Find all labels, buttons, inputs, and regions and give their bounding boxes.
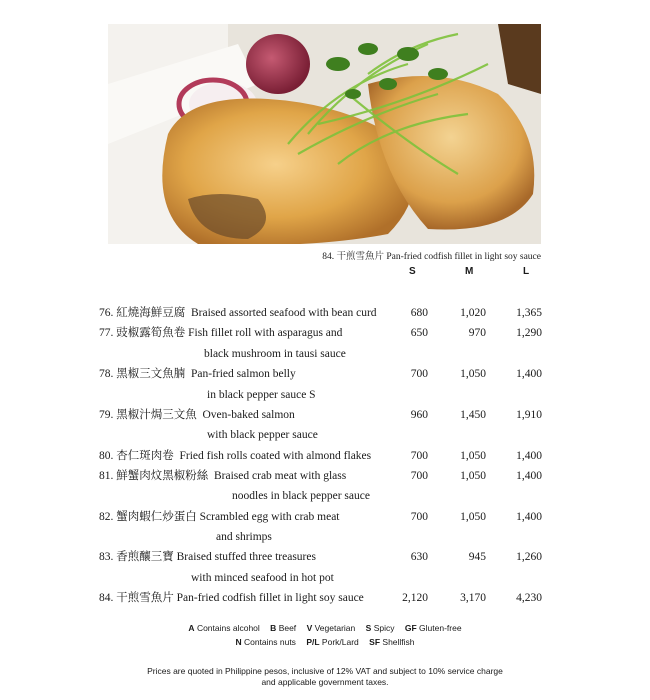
- item-desc-cont: with black pepper sauce: [207, 429, 318, 441]
- legend-nuts: N Contains nuts: [235, 637, 296, 647]
- item-name-zh: 84. 干煎雪魚片: [99, 592, 174, 604]
- codfish-dish-image: [108, 24, 541, 244]
- price-s: 650: [410, 327, 428, 339]
- item-name-zh: 79. 黑椒汁焗三文魚: [99, 409, 197, 421]
- item-name-en: Oven-baked salmon: [202, 409, 295, 421]
- dietary-legend-line-1: [0, 623, 650, 633]
- legend-beef: B Beef: [270, 623, 297, 633]
- legend-shellfish: SF Shellfish: [369, 637, 415, 647]
- item-name-en: Braised assorted seafood with bean curd: [191, 307, 377, 319]
- price-m: 970: [468, 327, 486, 339]
- price-m: 1,450: [460, 409, 486, 421]
- price-l: 1,400: [516, 470, 542, 482]
- price-m: 1,050: [460, 470, 486, 482]
- menu-item-78: [0, 364, 650, 384]
- footnote-line-2: and applicable government taxes.: [261, 677, 389, 687]
- item-name-en: Braised stuffed three treasures: [176, 551, 316, 563]
- size-header-s: S: [409, 266, 416, 277]
- menu-item-79-cont: [0, 425, 650, 445]
- menu-item-76: [0, 303, 650, 323]
- price-s: 680: [410, 307, 428, 319]
- item-name-zh: 76. 紅燒海鮮豆腐: [99, 307, 186, 319]
- price-l: 1,400: [516, 450, 542, 462]
- item-name-zh: 81. 鮮蟹肉炆黑椒粉絲: [99, 470, 209, 482]
- price-l: 1,260: [516, 551, 542, 563]
- menu-item-82: [0, 507, 650, 527]
- item-desc-cont: in black pepper sauce S: [207, 389, 316, 401]
- menu-item-84: [0, 588, 650, 608]
- price-l: 1,400: [516, 511, 542, 523]
- item-name-en: Fried fish rolls coated with almond flakes: [179, 450, 372, 462]
- item-name-zh: 80. 杏仁斑肉卷: [99, 450, 174, 462]
- price-m: 1,050: [460, 450, 486, 462]
- price-l: 1,910: [516, 409, 542, 421]
- legend-spicy: S Spicy: [365, 623, 395, 633]
- price-l: 1,365: [516, 307, 542, 319]
- menu-item-83-cont: [0, 568, 650, 588]
- item-name-zh: 78. 黑椒三文魚腩: [99, 368, 186, 380]
- price-l: 1,400: [516, 368, 542, 380]
- price-s: 630: [410, 551, 428, 563]
- price-m: 1,050: [460, 368, 486, 380]
- dietary-legend-line-2: [0, 637, 650, 647]
- price-s: 700: [410, 470, 428, 482]
- price-l: 4,230: [516, 592, 542, 604]
- legend-gluten-free: GF Gluten-free: [404, 623, 462, 633]
- item-name-en: Pan-fried salmon belly: [191, 368, 296, 380]
- item-name-en: Fish fillet roll with asparagus and: [188, 327, 343, 339]
- item-desc-cont: black mushroom in tausi sauce: [204, 348, 346, 360]
- menu-item-77-cont: [0, 344, 650, 364]
- price-s: 2,120: [402, 592, 428, 604]
- legend-vegetarian: V Vegetarian: [306, 623, 356, 633]
- legend-pork-lard: P/L Pork/Lard: [306, 637, 359, 647]
- item-name-zh: 77. 豉椒露筍魚卷: [99, 327, 186, 339]
- item-desc-cont: noodles in black pepper sauce: [232, 490, 370, 502]
- item-name-en: Scrambled egg with crab meat: [199, 511, 340, 523]
- price-m: 3,170: [460, 592, 486, 604]
- price-m: 945: [468, 551, 486, 563]
- item-name-en: Pan-fried codfish fillet in light soy sauce: [176, 592, 364, 604]
- menu-item-82-cont: [0, 527, 650, 547]
- price-l: 1,290: [516, 327, 542, 339]
- menu-item-79: [0, 405, 650, 425]
- item-desc-cont: with minced seafood in hot pot: [191, 572, 334, 584]
- menu-item-80: [0, 446, 650, 466]
- price-m: 1,050: [460, 511, 486, 523]
- menu-item-81: [0, 466, 650, 486]
- price-s: 700: [410, 511, 428, 523]
- size-header-m: M: [465, 266, 474, 277]
- price-footnote: [0, 666, 650, 688]
- price-m: 1,020: [460, 307, 486, 319]
- price-s: 700: [410, 368, 428, 380]
- item-name-zh: 82. 蟹肉蝦仁炒蛋白: [99, 511, 197, 523]
- item-name-en: Braised crab meat with glass: [214, 470, 347, 482]
- price-s: 700: [410, 450, 428, 462]
- photo-caption: 84. 干煎雪魚片 Pan-fried codfish fillet in light soy sauce: [322, 252, 541, 262]
- footnote-line-1: Prices are quoted in Philippine pesos, inclusive of 12% VAT and subject to 10% service charge: [147, 666, 503, 676]
- item-name-zh: 83. 香煎釀三寶: [99, 551, 174, 563]
- menu-item-78-cont: [0, 385, 650, 405]
- item-desc-cont: and shrimps: [216, 531, 272, 543]
- price-s: 960: [410, 409, 428, 421]
- menu-item-81-cont: [0, 486, 650, 506]
- dish-photo: [108, 24, 541, 244]
- size-header-l: L: [523, 266, 530, 277]
- menu-item-77: [0, 323, 650, 343]
- legend-alcohol: A Contains alcohol: [188, 623, 260, 633]
- menu-item-83: [0, 547, 650, 567]
